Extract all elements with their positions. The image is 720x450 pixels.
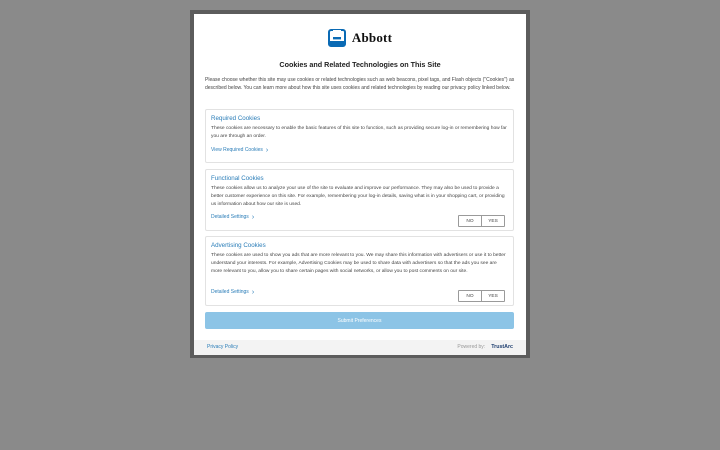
section-title: Advertising Cookies: [211, 242, 266, 249]
powered-by: [457, 344, 513, 350]
functional-no-button[interactable]: NO: [459, 216, 482, 226]
view-required-cookies-link[interactable]: [211, 147, 268, 153]
trustarc-logo[interactable]: TrustArc: [491, 344, 513, 350]
brand-name: Abbott: [351, 30, 393, 45]
functional-yes-button[interactable]: YES: [488, 218, 498, 224]
link-label: Detailed Settings: [211, 214, 249, 220]
abbott-logo-icon: [328, 29, 346, 47]
section-description: These cookies are used to show you ads that are more relevant to you. We may share this information with advertisers or use it to better understand your interests. For example, Advertising Cookies may be used to share data with advertisers so that the ads you see are more relevant to you, allow you to share certain pages with social networks, or allow you to post comments on our site.: [211, 253, 506, 274]
chevron-right-icon: ›: [251, 213, 255, 221]
brand-logo: [194, 28, 526, 48]
dialog-intro: Please choose whether this site may use cookies or related technologies such as web beacons, pixel tags, and Flash objects ("Cookies") as described below. You can learn more about how this site uses cookies and related technologies by reading our privacy policy linked below.: [205, 77, 515, 91]
advertising-yes-button[interactable]: YES: [488, 293, 498, 299]
required-cookies-section: [205, 109, 514, 163]
cookie-consent-dialog: [194, 14, 526, 355]
section-description: These cookies allow us to analyze your use of the site to evaluate and improve our performance. They may also be used to provide a better customer experience on this site. For example, remembering your log-in details, saving what is in your shopping cart, or providing us information about how our site is used.: [211, 186, 505, 207]
privacy-policy-link[interactable]: Privacy Policy: [207, 344, 239, 350]
section-title: Required Cookies: [211, 115, 261, 122]
powered-by-label: Powered by:: [457, 344, 486, 350]
dialog-title: Cookies and Related Technologies on This Site: [279, 60, 441, 69]
advertising-detailed-settings-link[interactable]: [211, 289, 254, 295]
chevron-right-icon: ›: [265, 146, 269, 154]
link-label: View Required Cookies: [211, 147, 263, 153]
dialog-footer: [194, 340, 526, 355]
functional-cookies-section: [205, 169, 514, 231]
functional-cookies-toggle: [458, 215, 505, 227]
advertising-no-button[interactable]: NO: [459, 291, 482, 301]
submit-preferences-button[interactable]: Submit Preferences: [205, 312, 514, 329]
advertising-cookies-toggle: [458, 290, 505, 302]
section-title: Functional Cookies: [211, 175, 264, 182]
functional-detailed-settings-link[interactable]: [211, 214, 254, 220]
link-label: Detailed Settings: [211, 289, 249, 295]
chevron-right-icon: ›: [251, 288, 255, 296]
advertising-cookies-section: [205, 236, 514, 306]
section-description: These cookies are necessary to enable the basic features of this site to function, such as providing secure log-in or remembering how far you are through an order.: [211, 126, 507, 139]
